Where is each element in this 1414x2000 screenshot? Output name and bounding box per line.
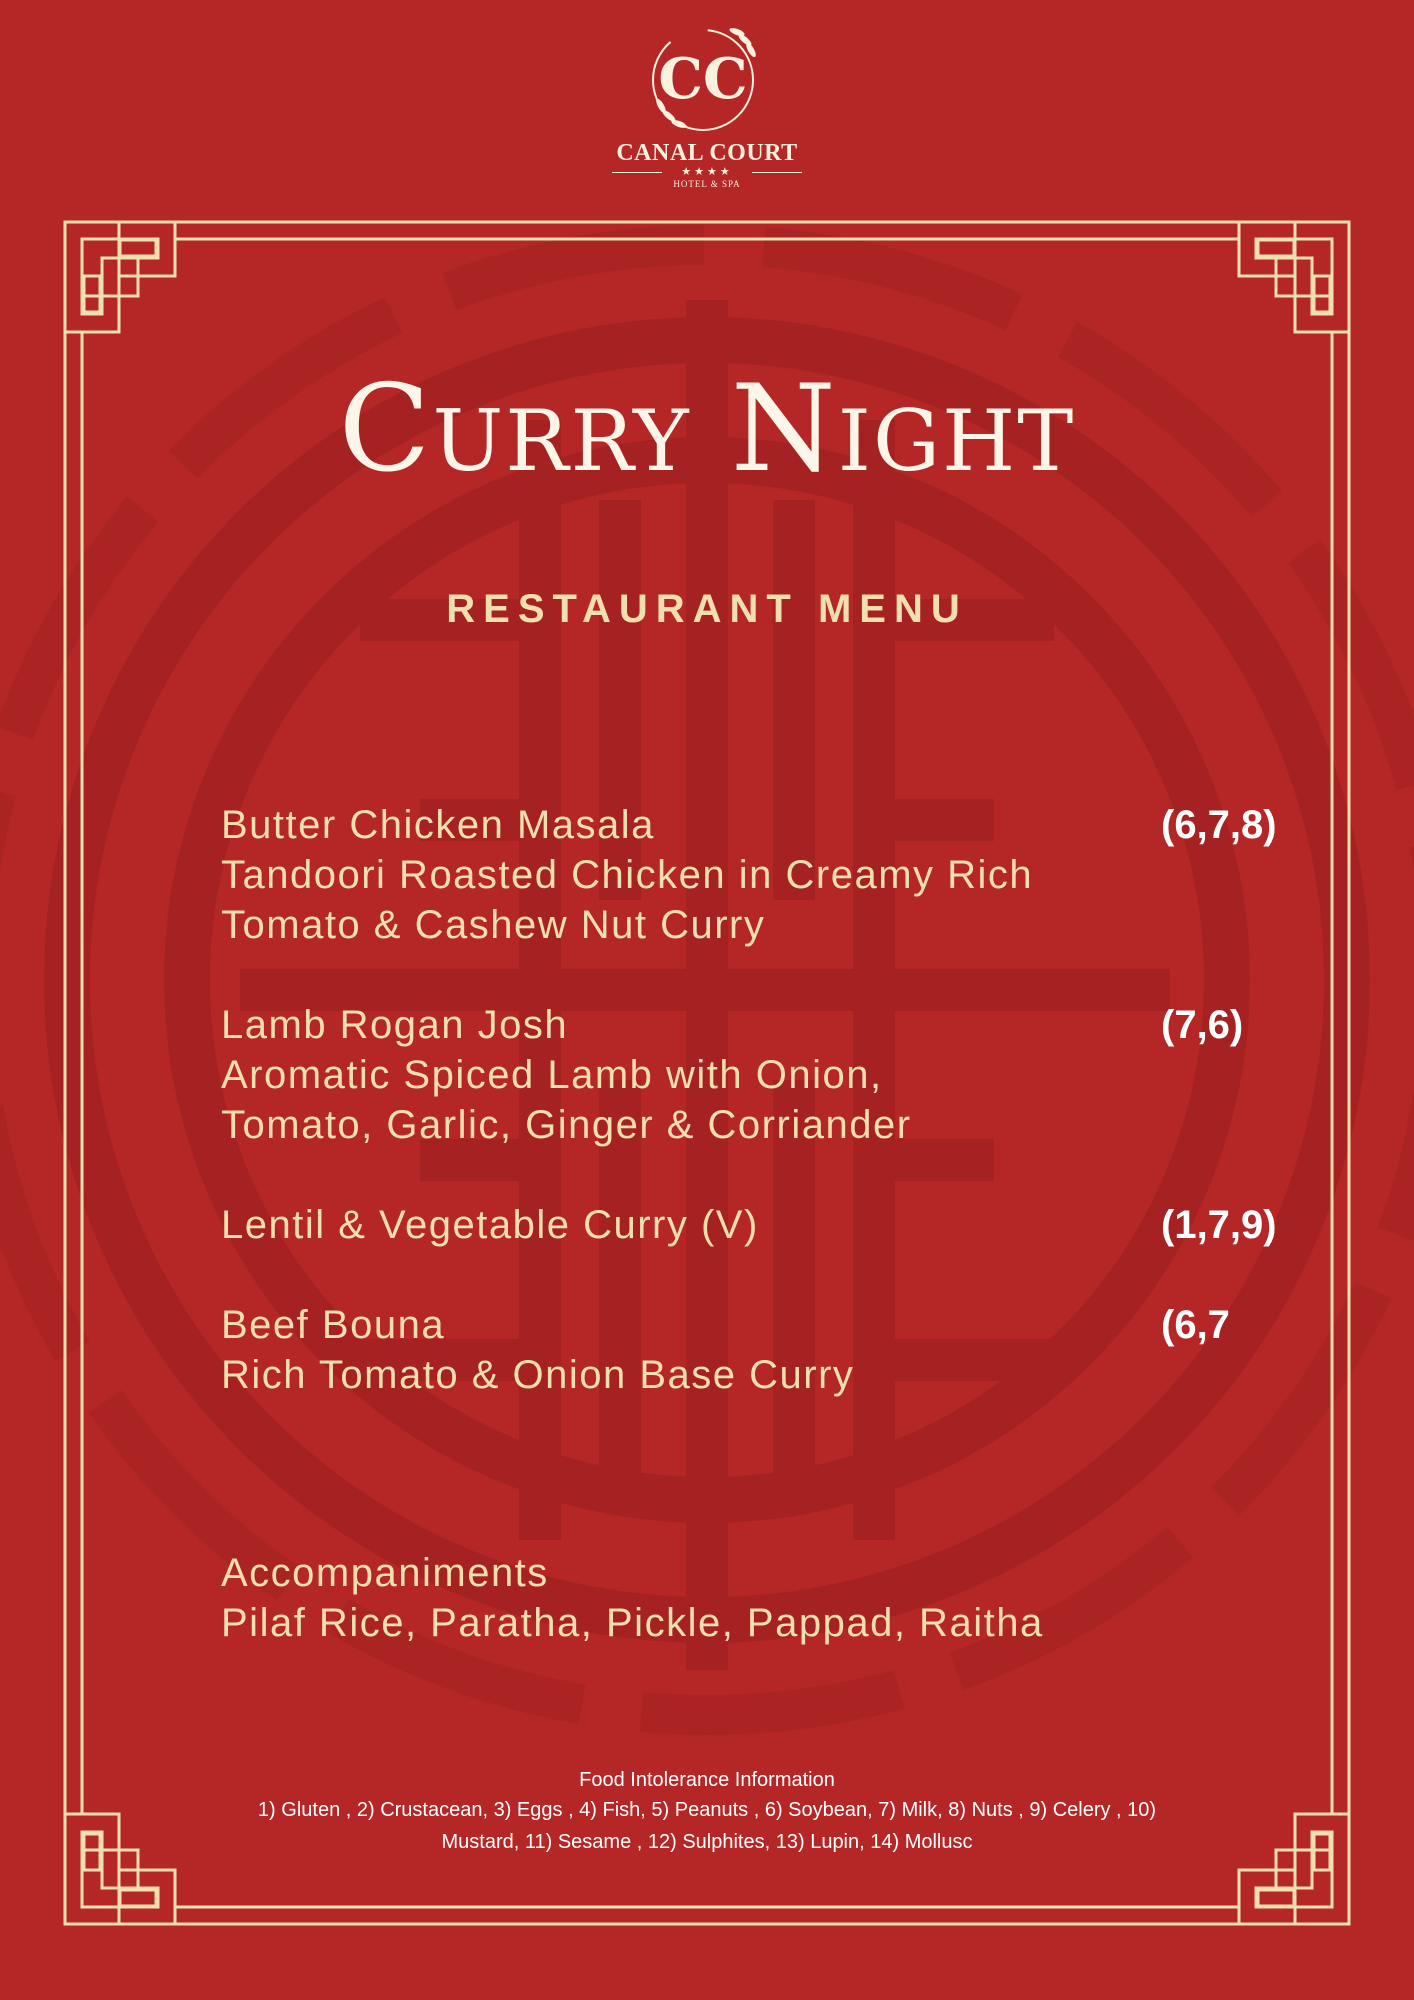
intolerance-line: 1) Gluten , 2) Crustacean, 3) Eggs , 4) Fish, 5) Peanuts , 6) Soybean, 7) Milk, 8) Nuts , 9) Celery , 10)	[257, 1799, 1157, 1821]
menu-subtitle: RESTAURANT MENU	[446, 587, 968, 631]
dish-description: Tomato, Garlic, Ginger & Corriander	[221, 1103, 912, 1147]
hotel-name: CANAL COURT	[616, 140, 798, 166]
dish-name: Lentil & Vegetable Curry (V)	[221, 1203, 759, 1247]
dish-name: Beef Bouna	[221, 1303, 446, 1347]
dish-item	[221, 1000, 1301, 1150]
hotel-stars: ★★★★	[600, 166, 814, 178]
dish-item	[221, 800, 1301, 950]
dish-item	[221, 1300, 1301, 1400]
intolerance-line: Mustard, 11) Sesame , 12) Sulphites, 13) Lupin, 14) Mollusc	[441, 1831, 973, 1853]
hotel-logo	[600, 18, 814, 203]
menu-title: Curry Night	[338, 360, 1076, 499]
monogram-emblem	[647, 18, 767, 138]
accompaniments-heading: Accompaniments	[221, 1551, 549, 1595]
dish-name: Lamb Rogan Josh	[221, 1003, 569, 1047]
dish-allergens: (6,7	[1161, 1303, 1230, 1347]
dish-description: Tomato & Cashew Nut Curry	[221, 903, 766, 947]
dish-description: Rich Tomato & Onion Base Curry	[221, 1353, 855, 1397]
dish-description: Aromatic Spiced Lamb with Onion,	[221, 1053, 883, 1097]
dish-name: Butter Chicken Masala	[221, 803, 655, 847]
food-intolerance-info	[0, 1766, 1414, 1858]
accompaniments-items: Pilaf Rice, Paratha, Pickle, Pappad, Raitha	[221, 1601, 1044, 1645]
dish-list	[221, 800, 1301, 1450]
dish-description: Tandoori Roasted Chicken in Creamy Rich	[221, 853, 1034, 897]
dish-allergens: (6,7,8)	[1161, 803, 1277, 847]
intolerance-heading: Food Intolerance Information	[579, 1769, 835, 1791]
monogram-text: CC	[658, 46, 748, 112]
dish-item	[221, 1200, 1301, 1250]
accompaniments	[221, 1548, 1044, 1648]
dish-allergens: (7,6)	[1161, 1003, 1244, 1047]
dish-allergens: (1,7,9)	[1161, 1203, 1277, 1247]
hotel-subtitle: HOTEL & SPA	[673, 179, 741, 189]
